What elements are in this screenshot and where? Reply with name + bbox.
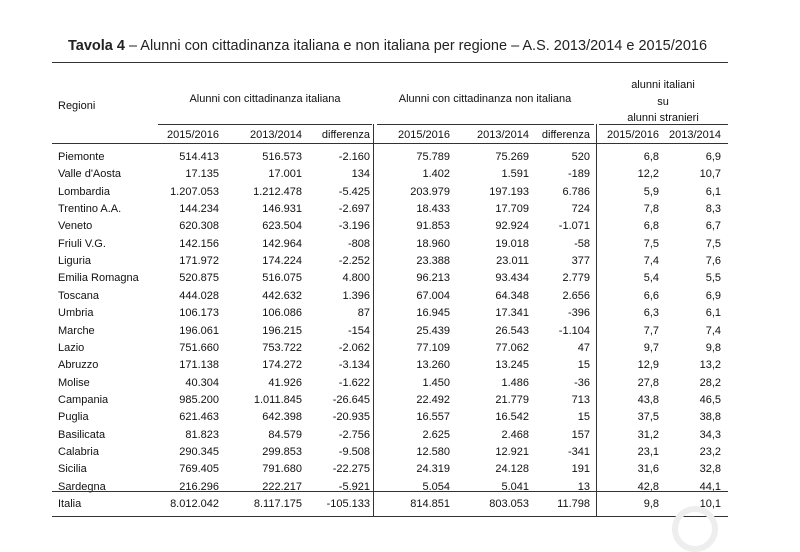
table-row-cell: 4.800: [342, 272, 370, 284]
table-row-cell: -2.756: [338, 429, 370, 441]
total-row-cell: 803.053: [489, 498, 529, 510]
table-row-cell: 1.396: [342, 290, 370, 302]
table-row-cell: 46,5: [699, 394, 721, 406]
table-row-cell: 1.207.053: [170, 186, 219, 198]
table-row-cell: 6,8: [643, 220, 659, 232]
table-row-cell: -2.160: [338, 151, 370, 163]
table-row-cell: 216.296: [179, 481, 219, 493]
table-row-cell: 7,4: [705, 325, 721, 337]
table-row-cell: 17.341: [495, 307, 529, 319]
table-row-cell: 442.632: [262, 290, 302, 302]
table-row-cell: -1.071: [558, 220, 590, 232]
table-row-cell: 25.439: [416, 325, 450, 337]
table-row-cell: -2.697: [338, 203, 370, 215]
table-row-cell: 19.018: [495, 238, 529, 250]
table-row-cell: 23,1: [637, 446, 659, 458]
table-row-cell: 171.972: [179, 255, 219, 267]
table-row-cell: -154: [347, 325, 370, 337]
table-row-cell: 6,8: [643, 151, 659, 163]
table-row-cell: -2.062: [338, 342, 370, 354]
table-row-cell: 642.398: [262, 411, 302, 423]
table-row-cell: 2.779: [562, 272, 590, 284]
table-row-cell: 621.463: [179, 411, 219, 423]
table-row-cell: 142.156: [179, 238, 219, 250]
table-row-cell: 753.722: [262, 342, 302, 354]
column-separator: [596, 124, 597, 516]
table-row-cell: -808: [347, 238, 370, 250]
table-row-cell: -396: [567, 307, 590, 319]
table-row-cell: 444.028: [179, 290, 219, 302]
table-title-label: Tavola 4: [68, 38, 125, 54]
table-row-cell: 134: [351, 168, 370, 180]
col-header-ratio-2015: 2015/2016: [607, 129, 659, 141]
table-row-cell: 6,3: [643, 307, 659, 319]
table-row-cell: 157: [571, 429, 590, 441]
table-row-cell: 222.217: [262, 481, 302, 493]
table-row-cell: 6,6: [643, 290, 659, 302]
table-title: [68, 38, 707, 54]
table-row-cell: 67.004: [416, 290, 450, 302]
table-row-name: Lombardia: [58, 186, 110, 198]
table-row-cell: 144.234: [179, 203, 219, 215]
table-row-name: Sardegna: [58, 481, 106, 493]
header-bottom-rule: [52, 143, 728, 144]
table-title-text: – Alunni con cittadinanza italiana e non italiana per regione – A.S. 2013/2014 e 2015/2016: [124, 38, 708, 54]
table-row-cell: 91.853: [416, 220, 450, 232]
table-row-cell: -3.196: [338, 220, 370, 232]
table-row-cell: 174.272: [262, 359, 302, 371]
table-row-cell: 92.924: [495, 220, 529, 232]
group-underline-ratio: [599, 124, 728, 125]
table-row-cell: 12,9: [637, 359, 659, 371]
table-row-cell: 620.308: [179, 220, 219, 232]
table-row-cell: 6,1: [705, 307, 721, 319]
table-row-cell: 1.450: [422, 377, 450, 389]
col-header-it-diff: differenza: [321, 129, 370, 141]
table-row-cell: 713: [571, 394, 590, 406]
table-row-name: Molise: [58, 377, 90, 389]
table-row-cell: 21.779: [495, 394, 529, 406]
table-row-cell: 16.542: [495, 411, 529, 423]
total-row-cell: 10,1: [699, 498, 721, 510]
header-ratio-line1: alunni italiani: [631, 79, 695, 91]
table-row-cell: 8,3: [705, 203, 721, 215]
table-row-cell: -22.275: [332, 463, 370, 475]
table-row-cell: 64.348: [495, 290, 529, 302]
table-row-cell: 1.011.845: [253, 394, 302, 406]
table-row-cell: 299.853: [262, 446, 302, 458]
table-row-cell: 196.061: [179, 325, 219, 337]
group-underline-non-italiana: [377, 124, 594, 125]
table-row-cell: 5.041: [501, 481, 529, 493]
table-row-name: Campania: [58, 394, 109, 406]
table-row-cell: 514.413: [179, 151, 219, 163]
table-row-cell: 12,2: [637, 168, 659, 180]
total-row-cell: 8.117.175: [253, 498, 302, 510]
table-row-name: Sicilia: [58, 463, 87, 475]
table-row-cell: 34,3: [699, 429, 721, 441]
table-row-cell: 38,8: [699, 411, 721, 423]
table-row-cell: 6,9: [705, 151, 721, 163]
table-row-cell: 17.135: [185, 168, 219, 180]
table-row-cell: 197.193: [489, 186, 529, 198]
table-top-rule: [52, 62, 728, 63]
table-row-cell: 24.128: [495, 463, 529, 475]
table-row-cell: 47: [577, 342, 590, 354]
table-row-cell: 12.921: [495, 446, 529, 458]
watermark-seal-icon: [672, 506, 718, 552]
table-row-cell: 18.433: [416, 203, 450, 215]
column-separator: [373, 124, 374, 516]
table-row-cell: 23,2: [699, 446, 721, 458]
table-row-cell: 791.680: [262, 463, 302, 475]
table-row-cell: 5,4: [643, 272, 659, 284]
table-row-cell: 75.789: [416, 151, 450, 163]
total-row-cell: 8.012.042: [170, 498, 219, 510]
table-row-cell: 13: [577, 481, 590, 493]
header-ratio-line3: alunni stranieri: [627, 112, 699, 124]
table-row-cell: 1.402: [422, 168, 450, 180]
table-row-cell: 77.062: [495, 342, 529, 354]
table-row-cell: 17.709: [495, 203, 529, 215]
table-row-name: Umbria: [58, 307, 94, 319]
table-row-name: Marche: [58, 325, 95, 337]
col-header-nonit-2013: 2013/2014: [477, 129, 529, 141]
table-row-cell: 985.200: [179, 394, 219, 406]
table-row-cell: 37,5: [637, 411, 659, 423]
table-row-cell: -341: [567, 446, 590, 458]
table-row-cell: 22.492: [416, 394, 450, 406]
table-row-cell: 7,5: [705, 238, 721, 250]
table-row-cell: 520: [571, 151, 590, 163]
table-row-cell: 106.086: [262, 307, 302, 319]
table-row-cell: 31,6: [637, 463, 659, 475]
group-underline-italiana: [158, 124, 372, 125]
table-row-cell: -189: [567, 168, 590, 180]
table-row-cell: 84.579: [268, 429, 302, 441]
table-row-cell: 1.212.478: [253, 186, 302, 198]
table-row-cell: 96.213: [416, 272, 450, 284]
table-row-cell: 15: [577, 359, 590, 371]
table-row-name: Basilicata: [58, 429, 106, 441]
table-row-cell: 16.557: [416, 411, 450, 423]
header-regioni: Regioni: [58, 100, 96, 112]
table-row-cell: 516.075: [262, 272, 302, 284]
table-row-cell: 7,4: [643, 255, 659, 267]
table-row-name: Valle d'Aosta: [58, 168, 122, 180]
table-row-cell: 43,8: [637, 394, 659, 406]
table-row-cell: 196.215: [262, 325, 302, 337]
table-row-cell: 191: [571, 463, 590, 475]
table-row-cell: -2.252: [338, 255, 370, 267]
table-row-cell: 24.319: [416, 463, 450, 475]
table-row-cell: 87: [357, 307, 370, 319]
table-row-cell: -5.425: [338, 186, 370, 198]
table-row-cell: 142.964: [262, 238, 302, 250]
table-row-cell: 93.434: [495, 272, 529, 284]
table-row-cell: 520.875: [179, 272, 219, 284]
table-row-cell: 106.173: [179, 307, 219, 319]
table-row-cell: 171.138: [179, 359, 219, 371]
table-row-cell: 41.926: [268, 377, 302, 389]
table-row-name: Piemonte: [58, 151, 105, 163]
table-row-cell: 42,8: [637, 481, 659, 493]
table-row-cell: 32,8: [699, 463, 721, 475]
table-row-cell: 1.591: [501, 168, 529, 180]
table-row-cell: 5.054: [422, 481, 450, 493]
table-row-cell: -1.622: [338, 377, 370, 389]
table-row-cell: 6,9: [705, 290, 721, 302]
table-row-cell: 26.543: [495, 325, 529, 337]
table-row-cell: 203.979: [410, 186, 450, 198]
table-row-cell: -36: [574, 377, 590, 389]
table-row-cell: 5,5: [705, 272, 721, 284]
table-row-cell: -9.508: [338, 446, 370, 458]
table-row-cell: 623.504: [262, 220, 302, 232]
table-row-cell: 6,1: [705, 186, 721, 198]
table-row-name: Emilia Romagna: [58, 272, 139, 284]
table-row-cell: 516.573: [262, 151, 302, 163]
col-header-it-2013: 2013/2014: [250, 129, 302, 141]
table-row-cell: 751.660: [179, 342, 219, 354]
table-row-cell: 7,7: [643, 325, 659, 337]
table-row-cell: 16.945: [416, 307, 450, 319]
header-group-italiana: Alunni con cittadinanza italiana: [189, 93, 341, 105]
table-row-cell: 7,8: [643, 203, 659, 215]
table-row-cell: 6.786: [562, 186, 590, 198]
table-row-name: Abruzzo: [58, 359, 99, 371]
table-row-name: Puglia: [58, 411, 89, 423]
table-row-cell: 10,7: [699, 168, 721, 180]
table-row-cell: 77.109: [416, 342, 450, 354]
table-row-name: Veneto: [58, 220, 93, 232]
total-row-cell: 11.798: [557, 498, 590, 510]
table-row-cell: 9,8: [705, 342, 721, 354]
table-row-cell: 13.245: [495, 359, 529, 371]
table-row-cell: 75.269: [495, 151, 529, 163]
table-row-cell: 9,7: [643, 342, 659, 354]
table-row-cell: 377: [571, 255, 590, 267]
table-row-name: Toscana: [58, 290, 99, 302]
total-row-cell: 9,8: [643, 498, 659, 510]
table-row-name: Trentino A.A.: [58, 203, 122, 215]
total-row-cell: 814.851: [410, 498, 450, 510]
table-row-name: Friuli V.G.: [58, 238, 106, 250]
table-row-cell: 17.001: [268, 168, 302, 180]
table-row-cell: 146.931: [262, 203, 302, 215]
table-row-cell: -58: [574, 238, 590, 250]
col-header-ratio-2013: 2013/2014: [669, 129, 721, 141]
table-row-cell: 27,8: [637, 377, 659, 389]
table-row-cell: 15: [577, 411, 590, 423]
total-top-rule: [52, 491, 728, 492]
table-row-cell: 28,2: [699, 377, 721, 389]
table-row-cell: -20.935: [332, 411, 370, 423]
table-row-cell: 31,2: [637, 429, 659, 441]
col-header-nonit-2015: 2015/2016: [398, 129, 450, 141]
table-bottom-rule: [52, 516, 728, 517]
table-row-cell: 44,1: [699, 481, 721, 493]
table-row-cell: -3.134: [338, 359, 370, 371]
table-row-cell: 5,9: [643, 186, 659, 198]
table-row-cell: 6,7: [705, 220, 721, 232]
col-header-it-2015: 2015/2016: [167, 129, 219, 141]
table-row-name: Liguria: [58, 255, 92, 267]
table-row-cell: -1.104: [558, 325, 590, 337]
col-header-nonit-diff: differenza: [541, 129, 590, 141]
table-row-cell: 40.304: [185, 377, 219, 389]
table-row-cell: 2.468: [501, 429, 529, 441]
table-row-cell: 2.625: [422, 429, 450, 441]
header-group-non-italiana: Alunni con cittadinanza non italiana: [398, 93, 572, 105]
table-row-cell: 13.260: [416, 359, 450, 371]
table-row-cell: -5.921: [338, 481, 370, 493]
table-row-name: Calabria: [58, 446, 99, 458]
table-row-cell: 7,5: [643, 238, 659, 250]
table-row-cell: 81.823: [185, 429, 219, 441]
table-row-name: Lazio: [58, 342, 85, 354]
table-row-cell: 174.224: [262, 255, 302, 267]
table-row-cell: 7,6: [705, 255, 721, 267]
table-row-cell: 2.656: [562, 290, 590, 302]
table-row-cell: 13,2: [699, 359, 721, 371]
table-row-cell: 12.580: [416, 446, 450, 458]
table-row-cell: 23.011: [496, 255, 529, 267]
total-row-cell: -105.133: [326, 498, 370, 510]
table-row-cell: 23.388: [416, 255, 450, 267]
table-row-cell: 18.960: [416, 238, 450, 250]
table-row-cell: 724: [571, 203, 590, 215]
table-row-cell: 769.405: [179, 463, 219, 475]
table-row-cell: 290.345: [179, 446, 219, 458]
table-row-cell: 1.486: [501, 377, 529, 389]
total-row-name: Italia: [58, 498, 82, 510]
table-row-cell: -26.645: [332, 394, 370, 406]
header-ratio-line2: su: [657, 96, 669, 108]
